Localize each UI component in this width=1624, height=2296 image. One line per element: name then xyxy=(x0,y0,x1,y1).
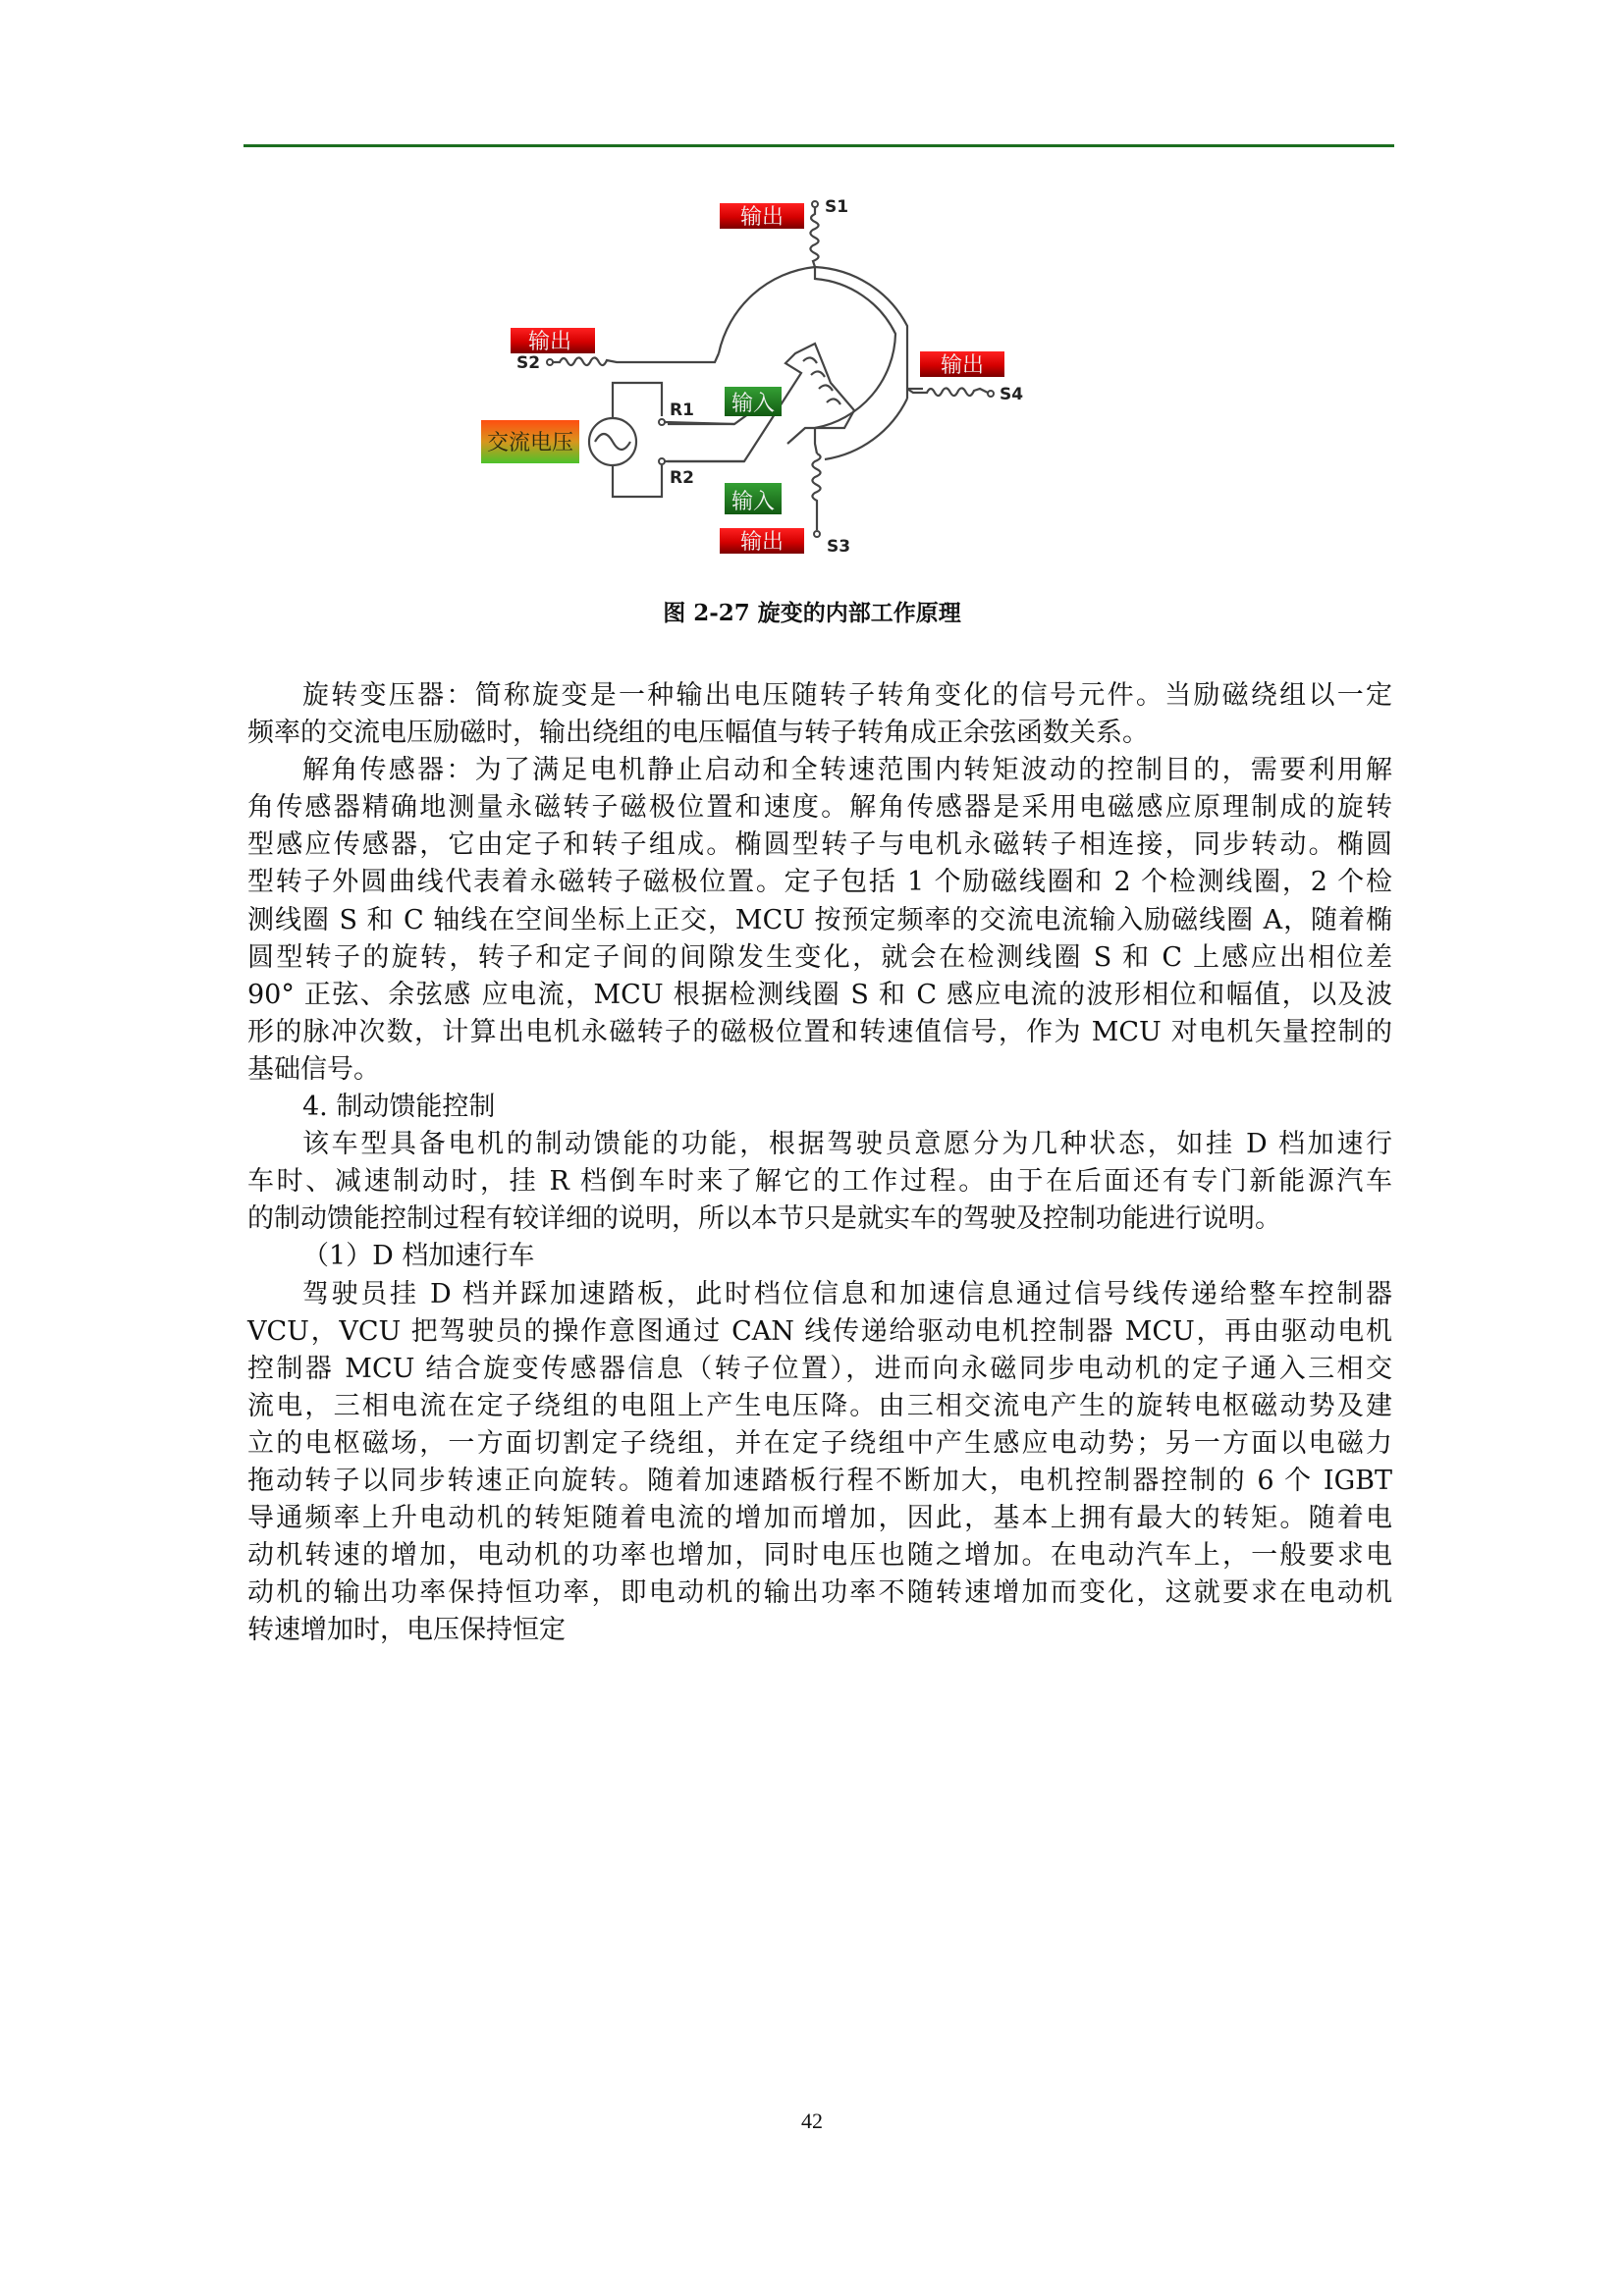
text-line: （1）D 档加速行车 xyxy=(302,1241,535,1272)
output-box-s3 xyxy=(720,528,804,555)
text-line: 动机转速的增加，电动机的功率也增加，同时电压也随之增加。在电动汽车上，一般要求电 xyxy=(247,1540,1392,1572)
coil-s2 xyxy=(547,353,719,365)
body-text xyxy=(247,677,1392,1649)
text-line: 该车型具备电机的制动馈能的功能，根据驾驶员意愿分为几种状态，如挂 D 档加速行 xyxy=(302,1129,1392,1160)
ac-source-loop xyxy=(589,383,744,497)
text-line: 型转子外圆曲线代表着永磁转子磁极位置。定子包括 1 个励磁线圈和 2 个检测线圈，2 个检 xyxy=(247,867,1392,898)
text-line: 车时、减速制动时，挂 R 档倒车时来了解它的工作过程。由于在后面还有专门新能源汽车 xyxy=(247,1166,1392,1198)
svg-text:输出: 输出 xyxy=(527,330,572,354)
output-box-s1 xyxy=(720,203,804,230)
text-line: VCU，VCU 把驾驶员的操作意图通过 CAN 线传递给驱动电机控制器 MCU，再由驱动电机 xyxy=(247,1315,1392,1347)
figure-caption: 图 2-27 旋变的内部工作原理 xyxy=(663,600,961,626)
text-line: 动机的输出功率保持恒功率，即电动机的输出功率不随转速增加而变化，这就要求在电动机 xyxy=(247,1577,1392,1609)
text-line: 控制器 MCU 结合旋变传感器信息（转子位置），进而向永磁同步电动机的定子通入三相交 xyxy=(247,1353,1392,1384)
paragraph xyxy=(247,1276,1392,1650)
paragraph xyxy=(247,752,1392,1089)
text-line: 导通频率上升电动机的转矩随着电流的增加而增加，因此，基本上拥有最大的转矩。随着电 xyxy=(247,1503,1392,1534)
text-line: 基础信号。 xyxy=(247,1053,380,1085)
text-line: 解角传感器：为了满足电机静止启动和全转速范围内转矩波动的控制目的，需要利用解 xyxy=(302,755,1392,786)
stator-ring xyxy=(719,267,923,459)
text-line: 4. 制动馈能控制 xyxy=(302,1092,496,1123)
input-box-r1 xyxy=(725,387,782,416)
paragraph xyxy=(247,1238,1392,1275)
text-line: 型感应传感器，它由定子和转子组成。椭圆型转子与电机永磁转子相连接，同步转动。椭圆 xyxy=(247,829,1392,861)
terminal-s3: S3 xyxy=(827,537,851,557)
output-box-s4 xyxy=(920,351,1004,378)
text-line: 转速增加时，电压保持恒定 xyxy=(247,1615,566,1646)
resolver-diagram xyxy=(486,196,1198,569)
terminal-r1: R1 xyxy=(670,400,694,420)
svg-text:输入: 输入 xyxy=(731,392,776,416)
svg-text:交流电压: 交流电压 xyxy=(486,431,574,455)
svg-text:输出: 输出 xyxy=(940,353,985,378)
text-line: 圆型转子的旋转，转子和定子间的间隙发生变化，就会在检测线圈 S 和 C 上感应出相位差 xyxy=(247,941,1392,973)
terminal-s2: S2 xyxy=(516,353,541,373)
coil-s1 xyxy=(810,201,818,267)
svg-text:输出: 输出 xyxy=(739,205,785,230)
paragraph xyxy=(247,677,1392,752)
text-line: 角传感器精确地测量永磁转子磁极位置和速度。解角传感器是采用电磁感应原理制成的旋转 xyxy=(247,792,1392,824)
paragraph xyxy=(247,1089,1392,1126)
terminal-s1: S1 xyxy=(825,197,849,217)
paragraph xyxy=(247,1126,1392,1238)
text-line: 拖动转子以同步转速正向旋转。随着加速踏板行程不断加大，电机控制器控制的 6 个 IGBT xyxy=(247,1465,1392,1496)
text-line: 形的脉冲次数，计算出电机永磁转子的磁极位置和转速值信号，作为 MCU 对电机矢量控制的 xyxy=(247,1016,1392,1047)
resolver-diagram-svg xyxy=(486,196,1198,569)
text-line: 90° 正弦、余弦感 应电流，MCU 根据检测线圈 S 和 C 感应电流的波形相位和幅值，以及波 xyxy=(247,979,1392,1010)
text-line: 流电，三相电流在定子绕组的电阻上产生电压降。由三相交流电产生的旋转电枢磁动势及建 xyxy=(247,1390,1392,1421)
terminal-s4: S4 xyxy=(1000,385,1024,404)
svg-text:输入: 输入 xyxy=(731,490,776,514)
text-line: 旋转变压器：简称旋变是一种输出电压随转子转角变化的信号元件。当励磁绕组以一定 xyxy=(302,680,1392,711)
text-line: 驾驶员挂 D 档并踩加速踏板，此时档位信息和加速信息通过信号线传递给整车控制器 xyxy=(302,1278,1392,1309)
coil-s3 xyxy=(812,454,820,537)
text-line: 立的电枢磁场，一方面切割定子绕组，并在定子绕组中产生感应电动势；另一方面以电磁力 xyxy=(247,1427,1392,1459)
input-box-r2 xyxy=(725,483,782,514)
ac-voltage-box xyxy=(481,420,579,463)
output-box-s2 xyxy=(511,328,595,354)
text-line: 测线圈 S 和 C 轴线在空间坐标上正交，MCU 按预定频率的交流电流输入励磁线圈 A，随着椭 xyxy=(247,904,1392,935)
terminal-r2: R2 xyxy=(670,468,694,488)
svg-text:输出: 输出 xyxy=(739,530,785,555)
page-number: 42 xyxy=(801,2109,823,2133)
text-line: 频率的交流电压励磁时，输出绕组的电压幅值与转子转角成正余弦函数关系。 xyxy=(247,718,1149,749)
text-line: 的制动馈能控制过程有较详细的说明，所以本节只是就实车的驾驶及控制功能进行说明。 xyxy=(247,1203,1281,1235)
header-rule xyxy=(244,144,1394,147)
